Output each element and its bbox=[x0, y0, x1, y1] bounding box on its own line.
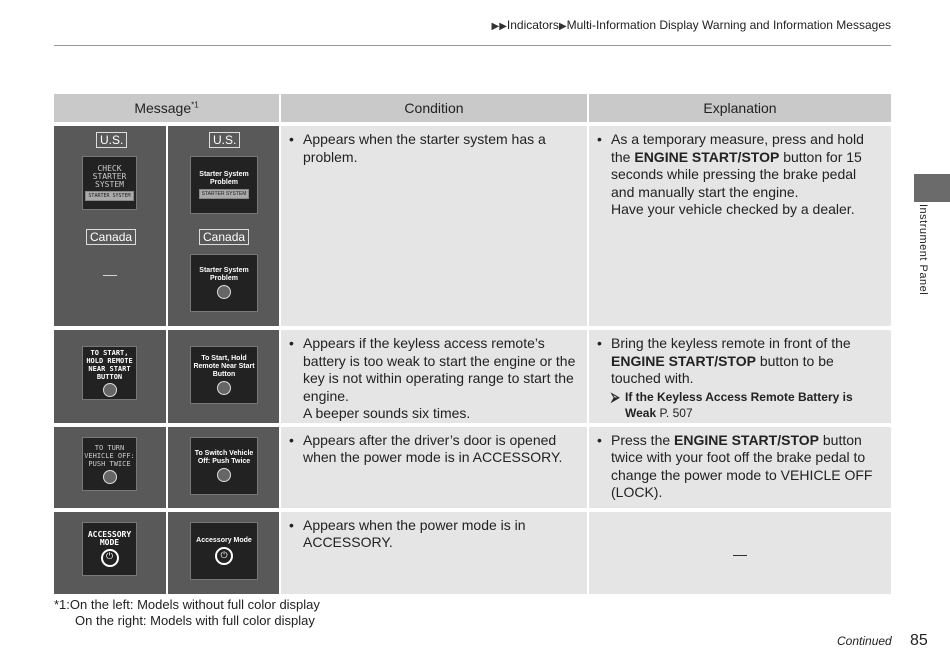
footnote-line-1: *1:On the left: Models without full color display bbox=[54, 597, 320, 612]
triangle-icon: ▶▶ bbox=[491, 21, 507, 32]
breadcrumb bbox=[492, 18, 891, 32]
explanation-cell: • As a temporary measure, press and hold the ENGINE START/STOP button for 15 seconds while pressing the brake pedal and manually start the engine. Have your vehicle checked by a dealer. bbox=[588, 124, 891, 328]
key-fob-icon bbox=[217, 381, 231, 395]
side-tab bbox=[914, 174, 950, 202]
canada-tag: Canada bbox=[86, 229, 136, 245]
table-header-row bbox=[54, 94, 891, 124]
warning-screen: CHECK STARTER SYSTEM STARTER SYSTEM bbox=[82, 156, 137, 210]
header-rule bbox=[54, 45, 891, 46]
triangle-icon: ▶ bbox=[558, 21, 567, 32]
header-explanation: Explanation bbox=[588, 94, 891, 124]
canada-tag: Canada bbox=[199, 229, 249, 245]
starter-system-icon: STARTER SYSTEM bbox=[199, 189, 250, 199]
table-row bbox=[54, 328, 891, 425]
warning-screen: TO START, HOLD REMOTE NEAR START BUTTON bbox=[82, 346, 137, 400]
start-button-icon bbox=[103, 470, 117, 484]
warning-screen: To Switch Vehicle Off: Push Twice bbox=[190, 437, 258, 495]
message-image-left bbox=[54, 510, 167, 596]
warning-screen: ACCESSORY MODE ⏻ bbox=[82, 522, 137, 576]
condition-cell: • Appears when the starter system has a problem. bbox=[280, 124, 588, 328]
start-button-icon bbox=[217, 468, 231, 482]
message-image-right bbox=[167, 124, 280, 328]
header-message: Message$^{*1}$ bbox=[54, 94, 280, 124]
dash-mark: — bbox=[103, 266, 117, 282]
explanation-cell: • Bring the keyless remote in front of the ENGINE START/STOP button to be touched with. ⮚ If the Keyless Access Remote Battery is Weak P. 507 bbox=[588, 328, 891, 425]
warning-screen: TO TURN VEHICLE OFF: PUSH TWICE bbox=[82, 437, 137, 491]
table-row bbox=[54, 425, 891, 510]
condition-cell: • Appears if the keyless access remote’s battery is too weak to start the engine or the key is not within operating range to start the engine. A beeper sounds six times. bbox=[280, 328, 588, 425]
message-image-left bbox=[54, 124, 167, 328]
power-icon: ⏻ bbox=[215, 547, 233, 565]
footnote bbox=[54, 597, 320, 629]
condition-cell: • Appears when the power mode is in ACCESSORY. bbox=[280, 510, 588, 596]
us-tag: U.S. bbox=[96, 132, 127, 148]
starter-system-icon: STARTER SYSTEM bbox=[85, 191, 133, 201]
power-icon: ⏻ bbox=[101, 549, 119, 567]
table-row bbox=[54, 124, 891, 328]
message-image-right bbox=[167, 510, 280, 596]
header-condition: Condition bbox=[280, 94, 588, 124]
explanation-cell: • Press the ENGINE START/STOP button twice with your foot off the brake pedal to change the power mode to VEHICLE OFF (LOCK). bbox=[588, 425, 891, 510]
page-reference[interactable]: ⮚ If the Keyless Access Remote Battery is Weak P. 507 bbox=[611, 389, 853, 420]
warning-screen: Starter System Problem STARTER SYSTEM bbox=[190, 156, 258, 214]
page-number: 85 bbox=[910, 632, 928, 649]
us-tag: U.S. bbox=[209, 132, 240, 148]
message-image-left bbox=[54, 425, 167, 510]
message-image-right bbox=[167, 425, 280, 510]
breadcrumb-part-2[interactable]: Multi-Information Display Warning and Information Messages bbox=[566, 18, 891, 32]
warning-circle-icon bbox=[217, 285, 231, 299]
dash-mark: — bbox=[733, 546, 747, 563]
footnote-line-2: On the right: Models with full color display bbox=[75, 613, 315, 628]
table-row bbox=[54, 510, 891, 596]
continued-label: Continued bbox=[837, 634, 892, 648]
reference-arrow-icon: ⮚ bbox=[611, 389, 620, 404]
side-label: Instrument Panel bbox=[917, 204, 929, 296]
warning-screen: Starter System Problem bbox=[190, 254, 258, 312]
message-image-right bbox=[167, 328, 280, 425]
key-fob-icon bbox=[103, 383, 117, 397]
warning-screen: Accessory Mode ⏻ bbox=[190, 522, 258, 580]
explanation-cell bbox=[588, 510, 891, 596]
message-image-left bbox=[54, 328, 167, 425]
condition-cell: • Appears after the driver’s door is opened when the power mode is in ACCESSORY. bbox=[280, 425, 588, 510]
breadcrumb-part-1[interactable]: Indicators bbox=[506, 18, 559, 32]
messages-table bbox=[54, 94, 891, 598]
warning-screen: To Start, Hold Remote Near Start Button bbox=[190, 346, 258, 404]
